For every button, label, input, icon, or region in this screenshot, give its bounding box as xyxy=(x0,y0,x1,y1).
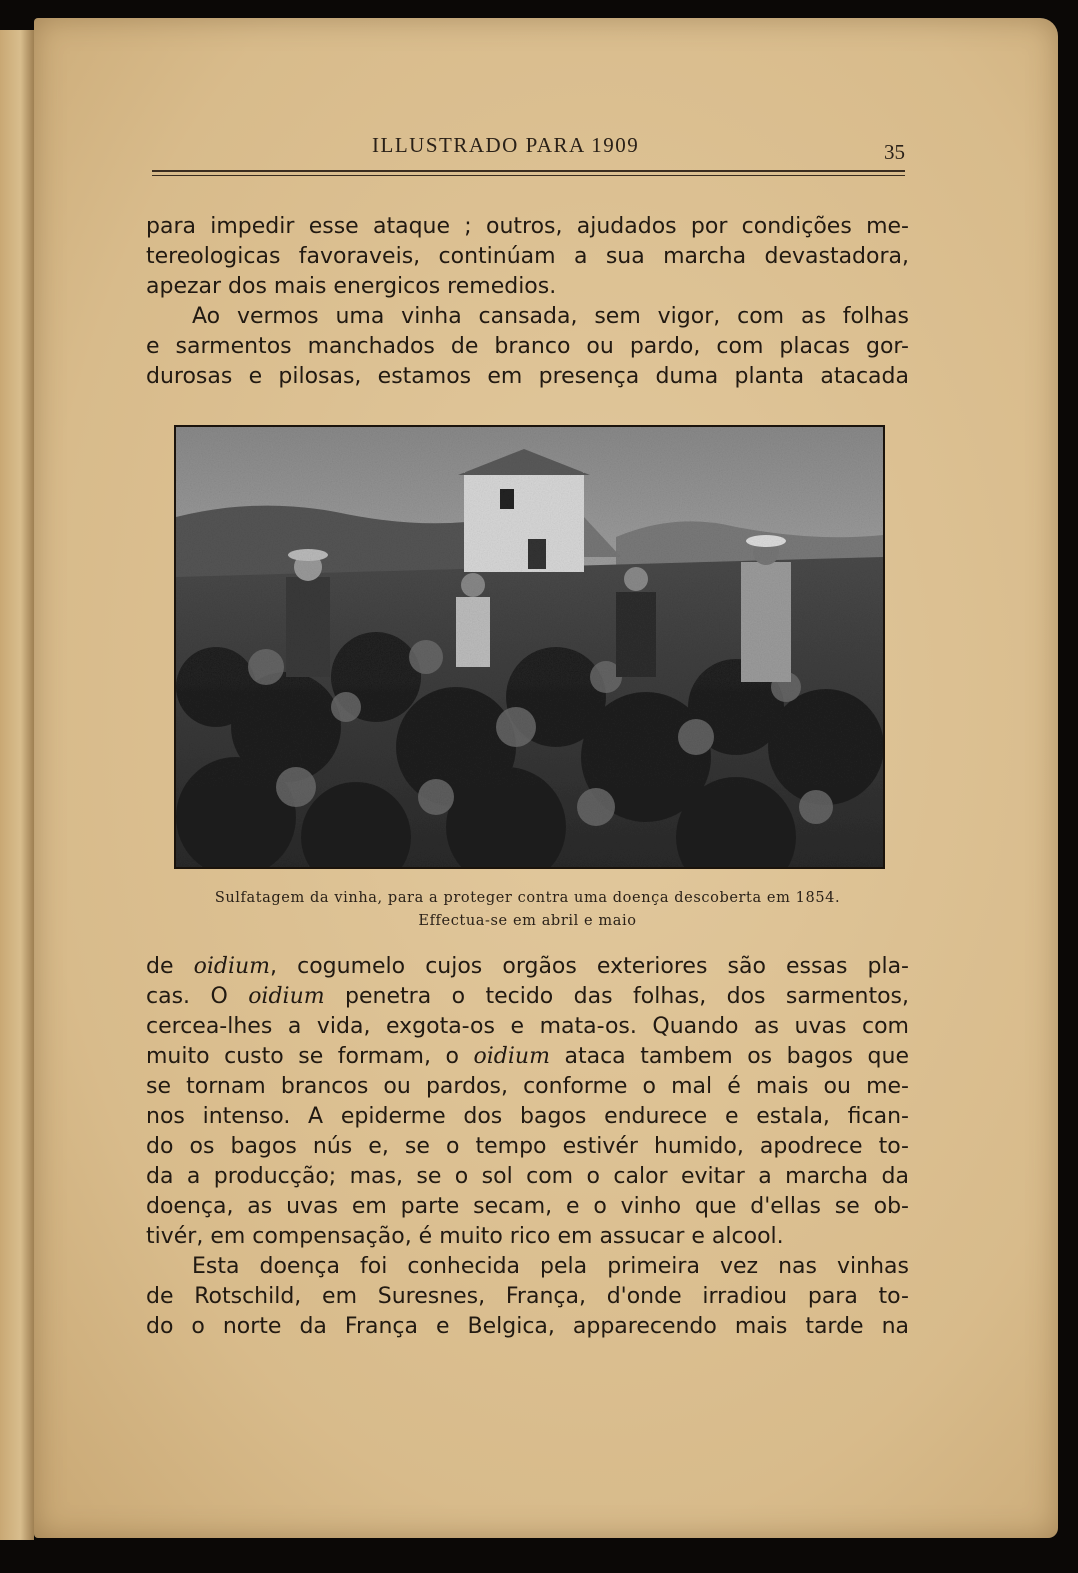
text-run: muito custo se formam, o xyxy=(146,1044,474,1069)
text-line: para impedir esse ataque ; outros, ajudados por condições me- xyxy=(146,214,909,239)
text-line: cercea-lhes a vida, exgota-os e mata-os. Quando as uvas com xyxy=(146,1014,909,1039)
paragraph-top xyxy=(146,212,909,392)
text-line: tereologicas favoraveis, continúam a sua marcha devastadora, xyxy=(146,244,909,269)
text-line: da a producção; mas, se o sol com o calor evitar a marcha da xyxy=(146,1164,909,1189)
vineyard-photograph xyxy=(174,425,885,869)
text-run: cas. O xyxy=(146,984,249,1009)
text-line xyxy=(146,982,909,1012)
text-line: do o norte da França e Belgica, apparecendo mais tarde na xyxy=(146,1314,909,1339)
text-line: se tornam brancos ou pardos, conforme o mal é mais ou me- xyxy=(146,1074,909,1099)
book-gutter xyxy=(0,30,34,1540)
text-line: Esta doença foi conhecida pela primeira vez nas vinhas xyxy=(192,1254,909,1279)
text-run: , cogumelo cujos orgãos exteriores são essas pla- xyxy=(270,954,909,979)
text-line: Ao vermos uma vinha cansada, sem vigor, com as folhas xyxy=(192,304,909,329)
text-line: de Rotschild, em Suresnes, França, d'onde irradiou para to- xyxy=(146,1284,909,1309)
header-rule xyxy=(152,170,905,172)
header-rule-thin xyxy=(152,175,905,176)
text-run: ataca tambem os bagos que xyxy=(549,1044,909,1069)
running-title: ILLUSTRADO PARA 1909 xyxy=(372,133,640,157)
text-line: durosas e pilosas, estamos em presença duma planta atacada xyxy=(146,364,909,389)
text-line: do os bagos nús e, se o tempo estivér humido, apodrece to- xyxy=(146,1134,909,1159)
text-line xyxy=(146,1042,909,1072)
text-line: apezar dos mais energicos remedios. xyxy=(146,274,557,299)
italic-term: oidium xyxy=(248,984,325,1009)
italic-term: oidium xyxy=(473,1044,550,1069)
text-run: penetra o tecido das folhas, dos sarmentos, xyxy=(324,984,909,1009)
figure-caption-line-2: Effectua-se em abril e maio xyxy=(418,913,637,929)
text-line: nos intenso. A epiderme dos bagos endurece e estala, fican- xyxy=(146,1104,909,1129)
text-line xyxy=(146,952,909,982)
page-number: 35 xyxy=(884,140,905,164)
text-line: e sarmentos manchados de branco ou pardo, com placas gor- xyxy=(146,334,909,359)
text-line: tivér, em compensação, é muito rico em assucar e alcool. xyxy=(146,1224,784,1249)
paragraph-bottom xyxy=(146,952,909,1342)
figure-caption-line-1: Sulfatagem da vinha, para a proteger contra uma doença descoberta em 1854. xyxy=(214,890,841,906)
text-run: de xyxy=(146,954,194,979)
text-line: doença, as uvas em parte secam, e o vinho que d'ellas se ob- xyxy=(146,1194,909,1219)
italic-term: oidium xyxy=(193,954,271,979)
